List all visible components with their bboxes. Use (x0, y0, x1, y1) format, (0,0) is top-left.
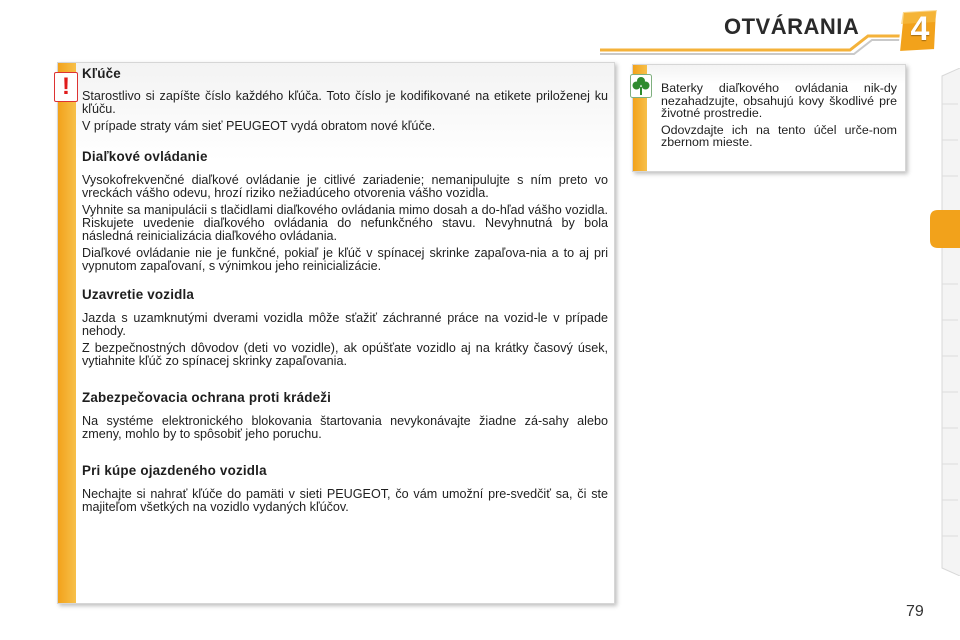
active-chapter-tab (930, 210, 960, 248)
remote-paragraph-2: Vyhnite sa manipulácii s tlačidlami diaľkového ovládania mimo dosah a do-hľad vášho vozidla. Riskujete uvedenie diaľkového ovládania do nefunkčného stavu. Nevyhnutná by bola následná reinicializácia diaľkového ovládania. (82, 203, 608, 243)
page-number: 79 (906, 603, 924, 620)
section-title-remote-control: Diaľkové ovládanie (82, 149, 208, 164)
keys-paragraph-2: V prípade straty vám sieť PEUGEOT vydá obratom nové kľúče. (82, 119, 436, 133)
tip-paragraph-2: Odovzdajte ich na tento účel urče-nom zbernom mieste. (661, 122, 897, 150)
section-title-used-car: Pri kúpe ojazdeného vozidla (82, 463, 267, 478)
remote-paragraph-3: Diaľkové ovládanie nie je funkčné, pokiaľ je kľúč v spínacej skrinke zapaľova-nia a to aj pri vypnutom zapaľovaní, s výnimkou jeho reinicializácie. (82, 246, 608, 273)
chapter-title: OTVÁRANIA (724, 14, 860, 39)
tip-paragraph-1: Baterky diaľkového ovládania nik-dy nezahadzujte, obsahujú kovy škodlivé pre životné prostredie. (661, 81, 897, 121)
warning-exclamation-icon: ! (54, 72, 78, 102)
section-title-anti-theft: Zabezpečovacia ochrana proti krádeži (82, 390, 332, 405)
warning-content (82, 66, 608, 518)
section-title-keys: Kľúče (82, 66, 121, 81)
clover-tip-icon (630, 74, 652, 98)
locking-paragraph-2: Z bezpečnostných dôvodov (deti vo vozidle), ak opúšťate vozidlo aj na krátky časový úsek, vytiahnite kľúč zo spínacej skrinky zapaľovania. (82, 341, 608, 368)
tip-content (661, 82, 897, 153)
chapter-number: 4 (910, 10, 930, 48)
anti-theft-paragraph: Na systéme elektronického blokovania štartovania nevykonávajte žiadne zá-sahy alebo zmeny, mohlo by to spôsobiť jeho poruchu. (82, 414, 608, 441)
remote-paragraph-1: Vysokofrekvenčné diaľkové ovládanie je citlivé zariadenie; nemanipulujte s ním preto vo vreckách vášho odevu, hrozí riziko nežiadúceho otvorenia vášho vozidla. (82, 173, 608, 200)
chapter-index-tabs (928, 68, 960, 576)
panel-accent-strip (58, 63, 76, 603)
used-car-paragraph: Nechajte si nahrať kľúče do pamäti v sieti PEUGEOT, čo vám umožní pre-svedčiť sa, či ste majiteľom všetkých na vozidlo vydaných kľúčov. (82, 487, 608, 514)
section-title-locking: Uzavretie vozidla (82, 287, 195, 302)
keys-paragraph-1: Starostlivo si zapíšte číslo každého kľúča. Toto číslo je kodifikované na etikete priloženej ku kľúču. (82, 89, 608, 116)
locking-paragraph-1: Jazda s uzamknutými dverami vozidla môže sťažiť záchranné práce na vozid-le v prípade nehody. (82, 311, 608, 338)
